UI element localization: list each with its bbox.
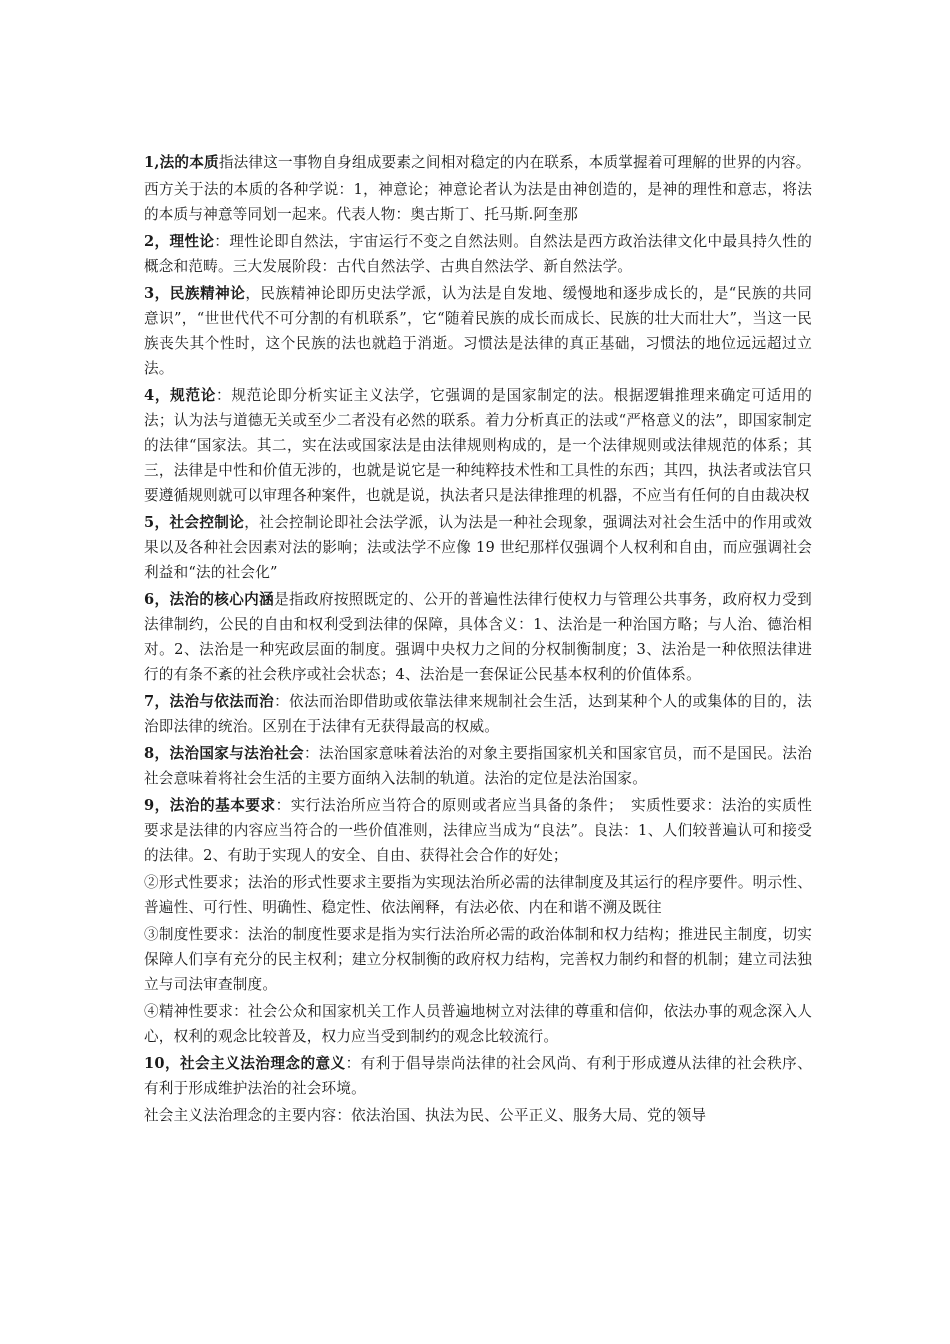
paragraph-heading: 3，民族精神论: [144, 285, 246, 302]
paragraph-text: 西方关于法的本质的各种学说：1，神意论；神意论者认为法是由神创造的，是神的理性和意志，将法的本质与神意等同划一起来。代表人物：奥古斯丁、托马斯.阿奎那: [144, 181, 812, 223]
paragraph-7: [144, 587, 812, 687]
paragraph-8: [144, 689, 812, 739]
paragraph-text: ：理性论即自然法，宇宙运行不变之自然法则。自然法是西方政治法律文化中最具持久性的概念和范畴。三大发展阶段：古代自然法学、古典自然法学、新自然法学。: [144, 233, 812, 275]
paragraph-4: [144, 281, 812, 381]
paragraph-14: [144, 1051, 812, 1101]
paragraph-text: ，社会控制论即社会法学派，认为法是一种社会现象，强调法对社会生活中的作用或效果以及各种社会因素对法的影响；法或法学不应像 19 世纪那样仅强调个人权利和自由，而应强调社会利益和“法的社会化”: [144, 514, 812, 581]
paragraph-2: [144, 177, 812, 227]
paragraph-11: [144, 870, 812, 920]
paragraph-text: ：依法而治即借助或依靠法律来规制社会生活，达到某种个人的或集体的目的，法治即法律的统治。区别在于法律有无获得最高的权威。: [144, 693, 812, 735]
document-page: [144, 150, 812, 1130]
paragraph-heading: 1,法的本质: [144, 154, 219, 171]
paragraph-9: [144, 741, 812, 791]
paragraph-heading: 4，规范论: [144, 387, 217, 404]
paragraph-5: [144, 383, 812, 508]
paragraph-heading: 5，社会控制论: [144, 514, 245, 531]
paragraph-15: [144, 1103, 812, 1128]
paragraph-heading: 8，法治国家与法治社会: [144, 745, 304, 762]
paragraph-heading: 10，社会主义法治理念的意义: [144, 1055, 346, 1072]
paragraph-text: ：有利于倡导崇尚法律的社会风尚、有利于形成遵从法律的社会秩序、有利于形成维护法治的社会环境。: [144, 1055, 812, 1097]
paragraph-text: ④精神性要求：社会公众和国家机关工作人员普遍地树立对法律的尊重和信仰，依法办事的观念深入人心，权利的观念比较普及，权力应当受到制约的观念比较流行。: [144, 1003, 812, 1045]
paragraph-text: ②形式性要求；法治的形式性要求主要指为实现法治所必需的法律制度及其运行的程序要件。明示性、普遍性、可行性、明确性、稳定性、依法阐释，有法必依、内在和谐不溯及既往: [144, 874, 812, 916]
paragraph-heading: 2，理性论: [144, 233, 215, 250]
paragraph-6: [144, 510, 812, 585]
paragraph-text: 指法律这一事物自身组成要素之间相对稳定的内在联系，本质掌握着可理解的世界的内容。: [218, 154, 811, 171]
paragraph-text: ：实行法治所应当符合的原则或者应当具备的条件； 实质性要求：法治的实质性要求是法律的内容应当符合的一些价值准则，法律应当成为“良法”。良法：1、人们较普遍认可和接受的法律。2、有助于实现人的安全、自由、获得社会合作的好处；: [144, 797, 812, 864]
paragraph-12: [144, 922, 812, 997]
paragraph-text: ：规范论即分析实证主义法学，它强调的是国家制定的法。根据逻辑推理来确定可适用的法；认为法与道德无关或至少二者没有必然的联系。着力分析真正的法或“严格意义的法”，即国家制定的法律“国家法。其二，实在法或国家法是由法律规则构成的，是一个法律规则或法律规范的体系；其三，法律是中性和价值无涉的，也就是说它是一种纯粹技术性和工具性的东西；其四，执法者或法官只要遵循规则就可以审理各种案件，也就是说，执法者只是法律推理的机器，不应当有任何的自由裁决权: [144, 387, 812, 504]
paragraph-text: 社会主义法治理念的主要内容：依法治国、执法为民、公平正义、服务大局、党的领导: [144, 1107, 707, 1124]
paragraph-text: ，民族精神论即历史法学派，认为法是自发地、缓慢地和逐步成长的，是“民族的共同意识”，“世世代代不可分割的有机联系”，它“随着民族的成长而成长、民族的壮大而壮大”，当这一民族丧失其个性时，这个民族的法也就趋于消逝。习惯法是法律的真正基础，习惯法的地位远远超过立法。: [144, 285, 812, 377]
paragraph-1: [144, 150, 812, 175]
paragraph-13: [144, 999, 812, 1049]
paragraph-text: ：法治国家意味着法治的对象主要指国家机关和国家官员，而不是国民。法治社会意味着将社会生活的主要方面纳入法制的轨道。法治的定位是法治国家。: [144, 745, 812, 787]
paragraph-text: 是指政府按照既定的、公开的普遍性法律行使权力与管理公共事务，政府权力受到法律制约，公民的自由和权利受到法律的保障，具体含义：1、法治是一种治国方略；与人治、德治相对。2、法治是一种宪政层面的制度。强调中央权力之间的分权制衡制度；3、法治是一种依照法律进行的有条不紊的社会秩序或社会状态；4、法治是一套保证公民基本权利的价值体系。: [144, 591, 812, 683]
paragraph-3: [144, 229, 812, 279]
paragraph-heading: 6，法治的核心内涵: [144, 591, 275, 608]
paragraph-10: [144, 793, 812, 868]
paragraph-heading: 7，法治与依法而治: [144, 693, 275, 710]
paragraph-text: ③制度性要求：法治的制度性要求是指为实行法治所必需的政治体制和权力结构；推进民主制度，切实保障人们享有充分的民主权利；建立分权制衡的政府权力结构，完善权力制约和督的机制；建立司法独立与司法审查制度。: [144, 926, 812, 993]
paragraph-heading: 9，法治的基本要求: [144, 797, 276, 814]
